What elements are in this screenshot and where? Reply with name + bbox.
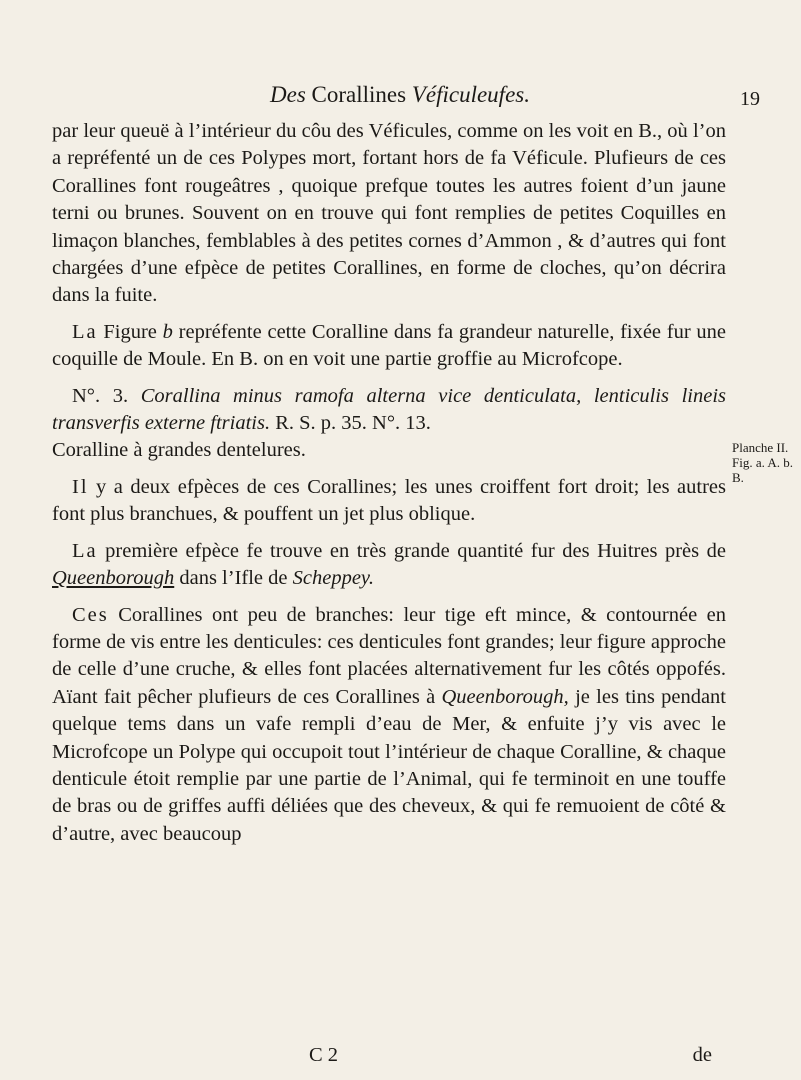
paragraph-lead: Il	[72, 475, 89, 498]
french-name: Coralline à grandes dentelures.	[52, 439, 306, 462]
running-header	[60, 82, 780, 122]
paragraph-text: repréfente cette Coralline dans fa grandeur naturelle, fixée fur une coquille de Moule. En B. on en voit une partie groffie au Microfcope.	[52, 320, 727, 371]
paragraph-lead: Ces	[72, 603, 109, 626]
signature-mark: C 2	[309, 1044, 339, 1066]
entry-number: N°. 3.	[72, 384, 129, 407]
title-italic: Véficuleufes.	[411, 82, 530, 107]
paragraph-lead: La	[72, 320, 98, 343]
catchword: de	[692, 1044, 712, 1066]
title-prefix: Des	[270, 82, 306, 107]
margin-note-line: B.	[732, 470, 744, 485]
reference: R. S. p. 35. N°. 13.	[275, 412, 431, 435]
running-title	[60, 82, 740, 108]
margin-note	[732, 440, 798, 485]
title-main: Corallines	[311, 82, 407, 107]
paragraph-3	[52, 383, 726, 465]
paragraph-text: première efpèce fe trouve en très grande quantité fur des Huitres près de	[105, 539, 727, 562]
paragraph-text: je les tins pendant quelque tems dans un vafe rempli d’eau de Mer, & enfuite j’y vis avec le Microfcope un Polype qui occupoit tout l’intérieur de chaque Coralline, & chaque denticule étoit remplie par une partie de l’Animal, qui fe terminoit en une touffe de bras ou de griffes auffi déliées que des cheveux, & qui fe remuoient de côté & d’autre, avec beaucoup	[52, 685, 726, 845]
paragraph-6	[52, 602, 726, 849]
paragraph-text: dans l’Ifle de	[179, 567, 288, 590]
margin-note-line: Fig. a. A. b.	[732, 455, 794, 470]
place-name: Scheppey.	[292, 567, 375, 590]
main-text	[52, 118, 726, 848]
paragraph-2	[52, 319, 726, 374]
paragraph-5	[52, 538, 726, 593]
paragraph-lead: La	[72, 539, 98, 562]
paragraph-text: Corallines ont peu de branches: leur tige eft mince, & contournée en forme de vis entre les denticules: ces denticules font grandes; leur figure approche de celle d’une cruche, & elles font placées alternativement fur les côtés oppofés. Aïant fait pêcher plufieurs de ces Corallines à	[52, 603, 727, 708]
page-footer	[52, 1044, 726, 1072]
margin-note-line: Planche II.	[732, 440, 789, 455]
place-name: Queenborough,	[441, 685, 569, 708]
paragraph-text: Figure	[103, 320, 157, 343]
page-number: 19	[740, 88, 760, 110]
figure-ref: b	[162, 320, 173, 343]
paragraph-1: par leur queuë à l’intérieur du côu des Véficules, comme on les voit en B., où l’on a repréfenté un de ces Polypes mort, fortant hors de fa Véficule. Plufieurs de ces Corallines font rougeâtres , quoique prefque toutes les autres foient d’un jaune terni ou brunes. Souvent on en trouve qui font remplies de petites Coquilles en limaçon blanches, femblables à des petites cornes d’Ammon , & d’autres qui font chargées d’une efpèce de petites Corallines, en forme de cloches, qu’on décrira dans la fuite.	[52, 120, 726, 307]
paragraph-4	[52, 474, 726, 529]
place-name: Queenborough	[52, 567, 175, 590]
paragraph-text: y a deux efpèces de ces Corallines; les unes croiffent fort droit; les autres font plus branchues, & pouffent un jet plus oblique.	[52, 475, 726, 526]
latin-name: Corallina minus ramofa alterna vice denticulata, lenticulis lineis transverfis externe ftriatis.	[52, 384, 726, 435]
